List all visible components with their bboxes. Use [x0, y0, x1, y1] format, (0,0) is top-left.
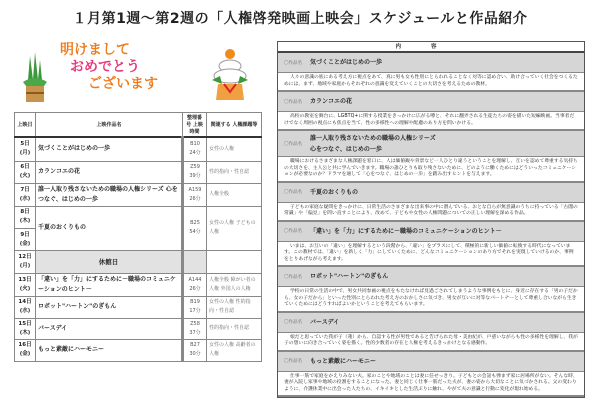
- film-number: B25: [190, 220, 200, 226]
- film-number: A159: [188, 186, 202, 193]
- date: 16日: [18, 342, 32, 348]
- film-duration: 17分: [189, 308, 201, 314]
- table-row: [15, 137, 262, 161]
- col-title: 上映作品名: [36, 113, 183, 138]
- col-date: 上映日: [15, 113, 36, 138]
- category: 女性の人権 高齢者の人権: [207, 339, 262, 361]
- content-title-row: [278, 267, 584, 287]
- day-of-week: (火): [19, 173, 31, 179]
- film-duration: 37分: [189, 329, 201, 336]
- page-title: １月第1週～第2週の「人権啓発映画上映会」スケジュールと作品紹介: [72, 11, 528, 27]
- day-of-week: (金): [19, 351, 31, 357]
- date: 15日: [18, 320, 32, 327]
- category: 女性の人権: [207, 137, 262, 161]
- film-duration: 26分: [189, 285, 201, 292]
- day-of-week: (木): [19, 329, 31, 336]
- holiday: 休館日: [36, 250, 183, 273]
- day-of-week: (水): [19, 308, 31, 314]
- film-title: カランコエの花: [310, 98, 353, 105]
- film-duration: 54分: [189, 229, 201, 235]
- date: 13日: [18, 276, 32, 283]
- table-row: [15, 206, 262, 250]
- film-label: 〇作品名: [284, 274, 302, 280]
- content-title-row: [278, 183, 584, 203]
- category: 人権全般 障がい者の人権 外国人の人権: [207, 273, 262, 296]
- day-of-week: (金): [19, 240, 31, 247]
- film-number: B10: [190, 141, 200, 148]
- greeting-line: おめでとう: [70, 59, 140, 75]
- day-of-week: (火): [19, 285, 31, 292]
- film-subtitle: 心をつなぐ、はじめの一歩: [310, 145, 382, 153]
- film-description: 娘だと思っていた我が子（蓮）から、自認する性が男性であると告げられた母・美由紀が、戸惑いながらも性の多様性を理解し、我が子の想いに向き合っていく姿を描く。性的少数者の存在と人権を考えるきっかけとなる感動作。: [278, 333, 584, 352]
- day-of-week: (月): [19, 150, 31, 157]
- film-title: 「違い」を「力」にするために－職場のコミュニケーションのヒント－: [310, 227, 502, 235]
- date: 14日: [18, 299, 32, 305]
- film-title: 千夏のおくりもの: [36, 206, 183, 250]
- table-row: [15, 339, 262, 361]
- film-label: 〇作品名: [284, 60, 302, 66]
- film-title: 千夏のおくりもの: [310, 188, 359, 196]
- table-row: [15, 273, 262, 296]
- new-year-greeting: [60, 42, 170, 93]
- film-description: いまは、お互いの「違い」を理解するという段階から、「違い」をプラスにして、積極的に新しい価値に転換する時代になっています。この教材では、「違い」を新しく「力」にしていくために、どんなコミュニケーションのあり方でそれを実現していけるのか、事例をとりあげながら考えます。: [278, 242, 584, 268]
- film-description: 仕事一筋で家庭をかえりみない夫。家のことや地域のことは妻に任せっきり。子どもとの会話も弾まず家に居場所がない。そんな時、妻が入院し家事や地域の役割をすることになった。妻と同じく仕事一筋だった夫が、妻の姿から大切なことに気づかされる。父の変わりように、介護休業中に出会った人たちの、イキイキとした生活ぶりに触れ、やがて夫の意識と行動に変化が現れ始める。: [278, 372, 584, 398]
- content-title-row: [278, 53, 584, 73]
- category: 性的指向・性自認: [207, 318, 262, 339]
- date: 12日: [18, 253, 32, 260]
- film-description: 人々の意識の底にある考え方に視点をあて、真に男も女も性別にとらわれることなく対等に認め合い、助け合っていく社会をつくるためには、まず、地域や家庭からそれぞれの意識を変えていくことの大切さを考えるための教材。: [278, 73, 584, 92]
- day-of-week: (木): [19, 217, 31, 224]
- film-description: 職場におけるさまざまな人権課題を窓口に、人は価値観や背景など一人ひとり違うということを理解し、互いを認めて尊重する気持ちの大切さを、主人公と共に学んでいきます。職場の誰ひとりも取り残さないために、どのように働くためにはどういったコミュニケーションが必要なのか？ドラマを通して「心をつなぐ、はじめの一歩」を踏み出すヒントを与えます。: [278, 157, 584, 183]
- table-row: [15, 250, 262, 273]
- film-title: カランコエの花: [36, 161, 183, 183]
- film-label: 〇作品名: [284, 229, 302, 234]
- content-header: 内容: [278, 42, 584, 53]
- film-title: もっと素敵にハーモニー: [36, 339, 183, 361]
- film-title: バースデイ: [310, 318, 340, 326]
- film-description: 学校の日常の生活の中で、男女共同参画の視点をもたなければ見過ごされてしまうような事例をもとに、身近に存在する「男の子だから、女の子だから」といった性別にとらわれた考え方のおかしさに気づき、男女が互いに対等なパートナーとして尊重し合いながら生きていくためにはどうすればよいかということを考えてもらいます。: [278, 287, 584, 313]
- film-description: 高校の教室を舞台に、LGBTQ+に関する授業をきっかけに広がる噂と、それに翻弄される生徒たちの姿を描いた短編映画。当事者だけでなく周囲の視点にも焦点を当て、性の多様性への理解や配慮のあり方を問いかける。: [278, 112, 584, 131]
- content-title-row: [278, 313, 584, 333]
- category: 人権全般: [207, 183, 262, 206]
- category: 女性の人権 子どもの人権: [207, 206, 262, 250]
- film-title: 気づくことがはじめの一歩: [310, 59, 383, 66]
- film-title: 誰一人取り残さないための職場の人権シリーズ: [310, 134, 436, 142]
- content-title-row: [278, 131, 584, 157]
- film-title: もっと素敵にハーモニー: [310, 357, 377, 365]
- date: 6日: [20, 164, 30, 170]
- film-label: 〇作品名: [284, 359, 302, 364]
- content-title-row: [278, 222, 584, 242]
- film-title: バースデイ: [36, 318, 183, 339]
- film-title: 気づくことがはじめの一歩: [36, 137, 183, 161]
- film-duration: 30分: [189, 351, 201, 357]
- date: 8日: [20, 208, 30, 215]
- table-row: [15, 318, 262, 339]
- film-title: 誰一人取り残さないための職場の人権シリーズ 心をつなぐ、はじめの一歩: [36, 183, 183, 206]
- greeting-line: ございます: [88, 76, 158, 92]
- greeting-line: 明けまして: [60, 42, 130, 58]
- table-row: [15, 183, 262, 206]
- col-category: 関連する 人権課題等: [207, 113, 262, 138]
- film-duration: 26分: [189, 195, 201, 202]
- film-label: 〇作品名: [284, 190, 302, 195]
- film-label: 〇作品名: [284, 99, 302, 105]
- content-title-row: [278, 352, 584, 372]
- film-title: 「違い」を「力」にするために－職場のコミュニケーションのヒント－: [36, 273, 183, 296]
- film-label: 〇作品名: [284, 320, 302, 325]
- category: 性的指向・性自認: [207, 161, 262, 183]
- content-title-row: [278, 92, 584, 112]
- kadomatsu-icon: [22, 50, 48, 104]
- day-of-week: (月): [19, 262, 31, 269]
- film-number: Z58: [190, 320, 200, 327]
- film-title: ロボット"ハートン"のぎもん: [310, 273, 389, 280]
- film-number: B19: [190, 299, 200, 305]
- date: 9日: [20, 231, 30, 238]
- film-title: ロボット"ハートン"のぎもん: [36, 296, 183, 318]
- kagami-mochi-icon: [208, 46, 252, 102]
- col-number: 整理番号 上映時間: [183, 113, 207, 138]
- content-panel: [277, 41, 585, 398]
- film-number: A144: [188, 276, 202, 283]
- film-duration: 24分: [189, 150, 201, 157]
- film-label: 〇作品名: [284, 141, 302, 147]
- date: 5日: [20, 141, 30, 148]
- category: 女性の人権 性的指向・性自認: [207, 296, 262, 318]
- table-row: [15, 296, 262, 318]
- film-duration: 39分: [189, 173, 201, 179]
- day-of-week: (水): [19, 195, 31, 202]
- film-number: B27: [190, 342, 200, 348]
- film-description: 子どもの家庭な疑問をきっかけに、日常生活のさまざまな出来事の中に潜んでいる、おとな自らが無意識のうちに持っている「古闇の常識」や「偏見」を問い直すことにより、改めて、子どもや女性の人権問題についての正しい理解を深める作品。: [278, 203, 584, 222]
- table-row: [15, 161, 262, 183]
- date: 7日: [20, 186, 30, 193]
- film-number: Z59: [190, 164, 200, 170]
- schedule-table: [14, 112, 262, 362]
